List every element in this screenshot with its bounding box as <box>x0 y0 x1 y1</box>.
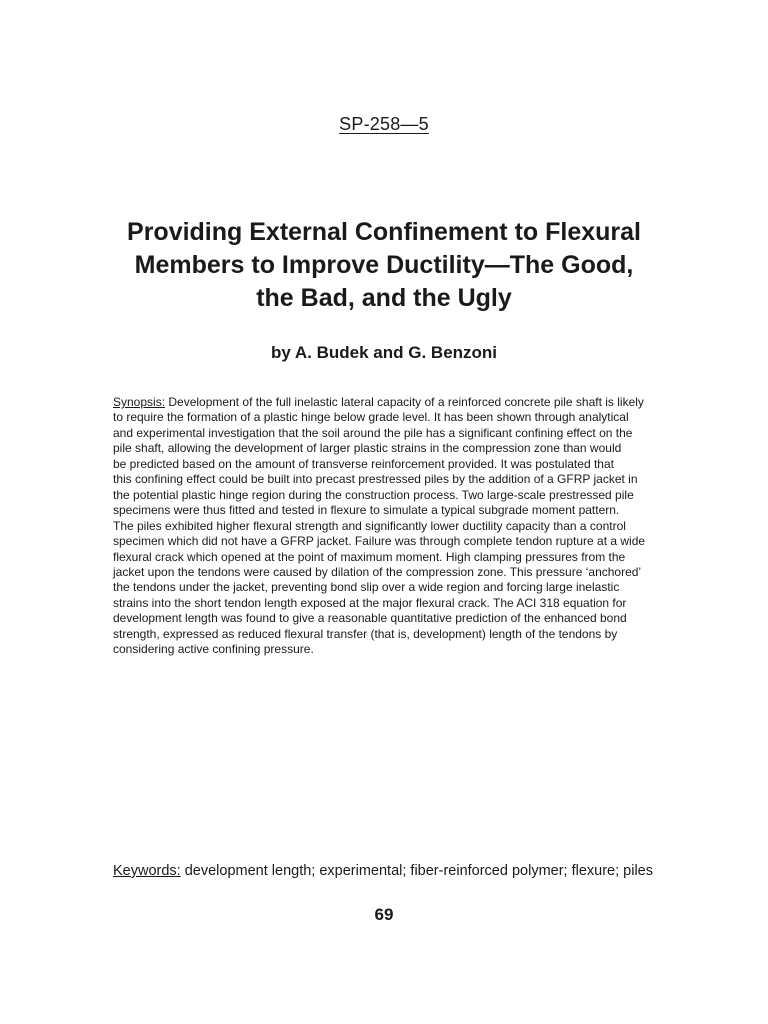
synopsis-line: development length was found to give a reasonable quantitative prediction of the enhanced bond <box>113 611 627 626</box>
authors: by A. Budek and G. Benzoni <box>270 343 498 362</box>
synopsis-line: the potential plastic hinge region during the construction process. Two large-scale prestressed pile <box>113 487 634 502</box>
synopsis-line <box>113 395 658 410</box>
synopsis-line: specimen which did not have a GFRP jacket. Failure was through complete tendon rupture at a wide <box>113 534 646 549</box>
paper-code: SP-258—5 <box>339 114 429 134</box>
synopsis-line: strains into the short tendon length exposed at the major flexural crack. The ACI 318 equation for <box>113 595 627 610</box>
synopsis-text: Development of the full inelastic lateral capacity of a reinforced concrete pile shaft is likely <box>165 395 644 409</box>
synopsis-line: be predicted based on the amount of transverse reinforcement provided. It was postulated that <box>113 456 614 471</box>
keywords-label: Keywords: <box>113 863 181 879</box>
keywords-text: development length; experimental; fiber-reinforced polymer; flexure; piles <box>180 863 653 879</box>
paper-title <box>100 216 668 315</box>
synopsis-label: Synopsis: <box>113 395 166 409</box>
synopsis-line: and experimental investigation that the soil around the pile has a significant confining effect on the <box>113 425 633 440</box>
synopsis-line: flexural crack which opened at the point of maximum moment. High clamping pressures from the <box>113 549 626 564</box>
title-line: the Bad, and the Ugly <box>256 284 512 312</box>
synopsis-line: to require the formation of a plastic hinge below grade level. It has been shown through analytical <box>113 410 629 425</box>
synopsis <box>113 395 658 658</box>
synopsis-line: The piles exhibited higher flexural strength and significantly lower ductility capacity than a control <box>113 518 626 533</box>
synopsis-line: considering active confining pressure. <box>113 642 314 657</box>
title-line: Providing External Confinement to Flexural <box>127 218 641 246</box>
keywords <box>113 863 673 879</box>
page-number: 69 <box>374 905 394 924</box>
synopsis-line: the tendons under the jacket, preventing bond slip over a wide region and forcing large inelastic <box>113 580 620 595</box>
title-line: Members to Improve Ductility—The Good, <box>134 251 634 279</box>
synopsis-line: pile shaft, allowing the development of larger plastic strains in the compression zone than would <box>113 441 622 456</box>
synopsis-line: this confining effect could be built into precast prestressed piles by the addition of a GFRP jacket in <box>113 472 638 487</box>
synopsis-line: specimens were thus fitted and tested in flexure to simulate a typical subgrade moment pattern. <box>113 503 620 518</box>
synopsis-line: jacket upon the tendons were caused by dilation of the compression zone. This pressure ‘anchored’ <box>113 564 642 579</box>
synopsis-line: strength, expressed as reduced flexural transfer (that is, development) length of the tendons by <box>113 626 618 641</box>
